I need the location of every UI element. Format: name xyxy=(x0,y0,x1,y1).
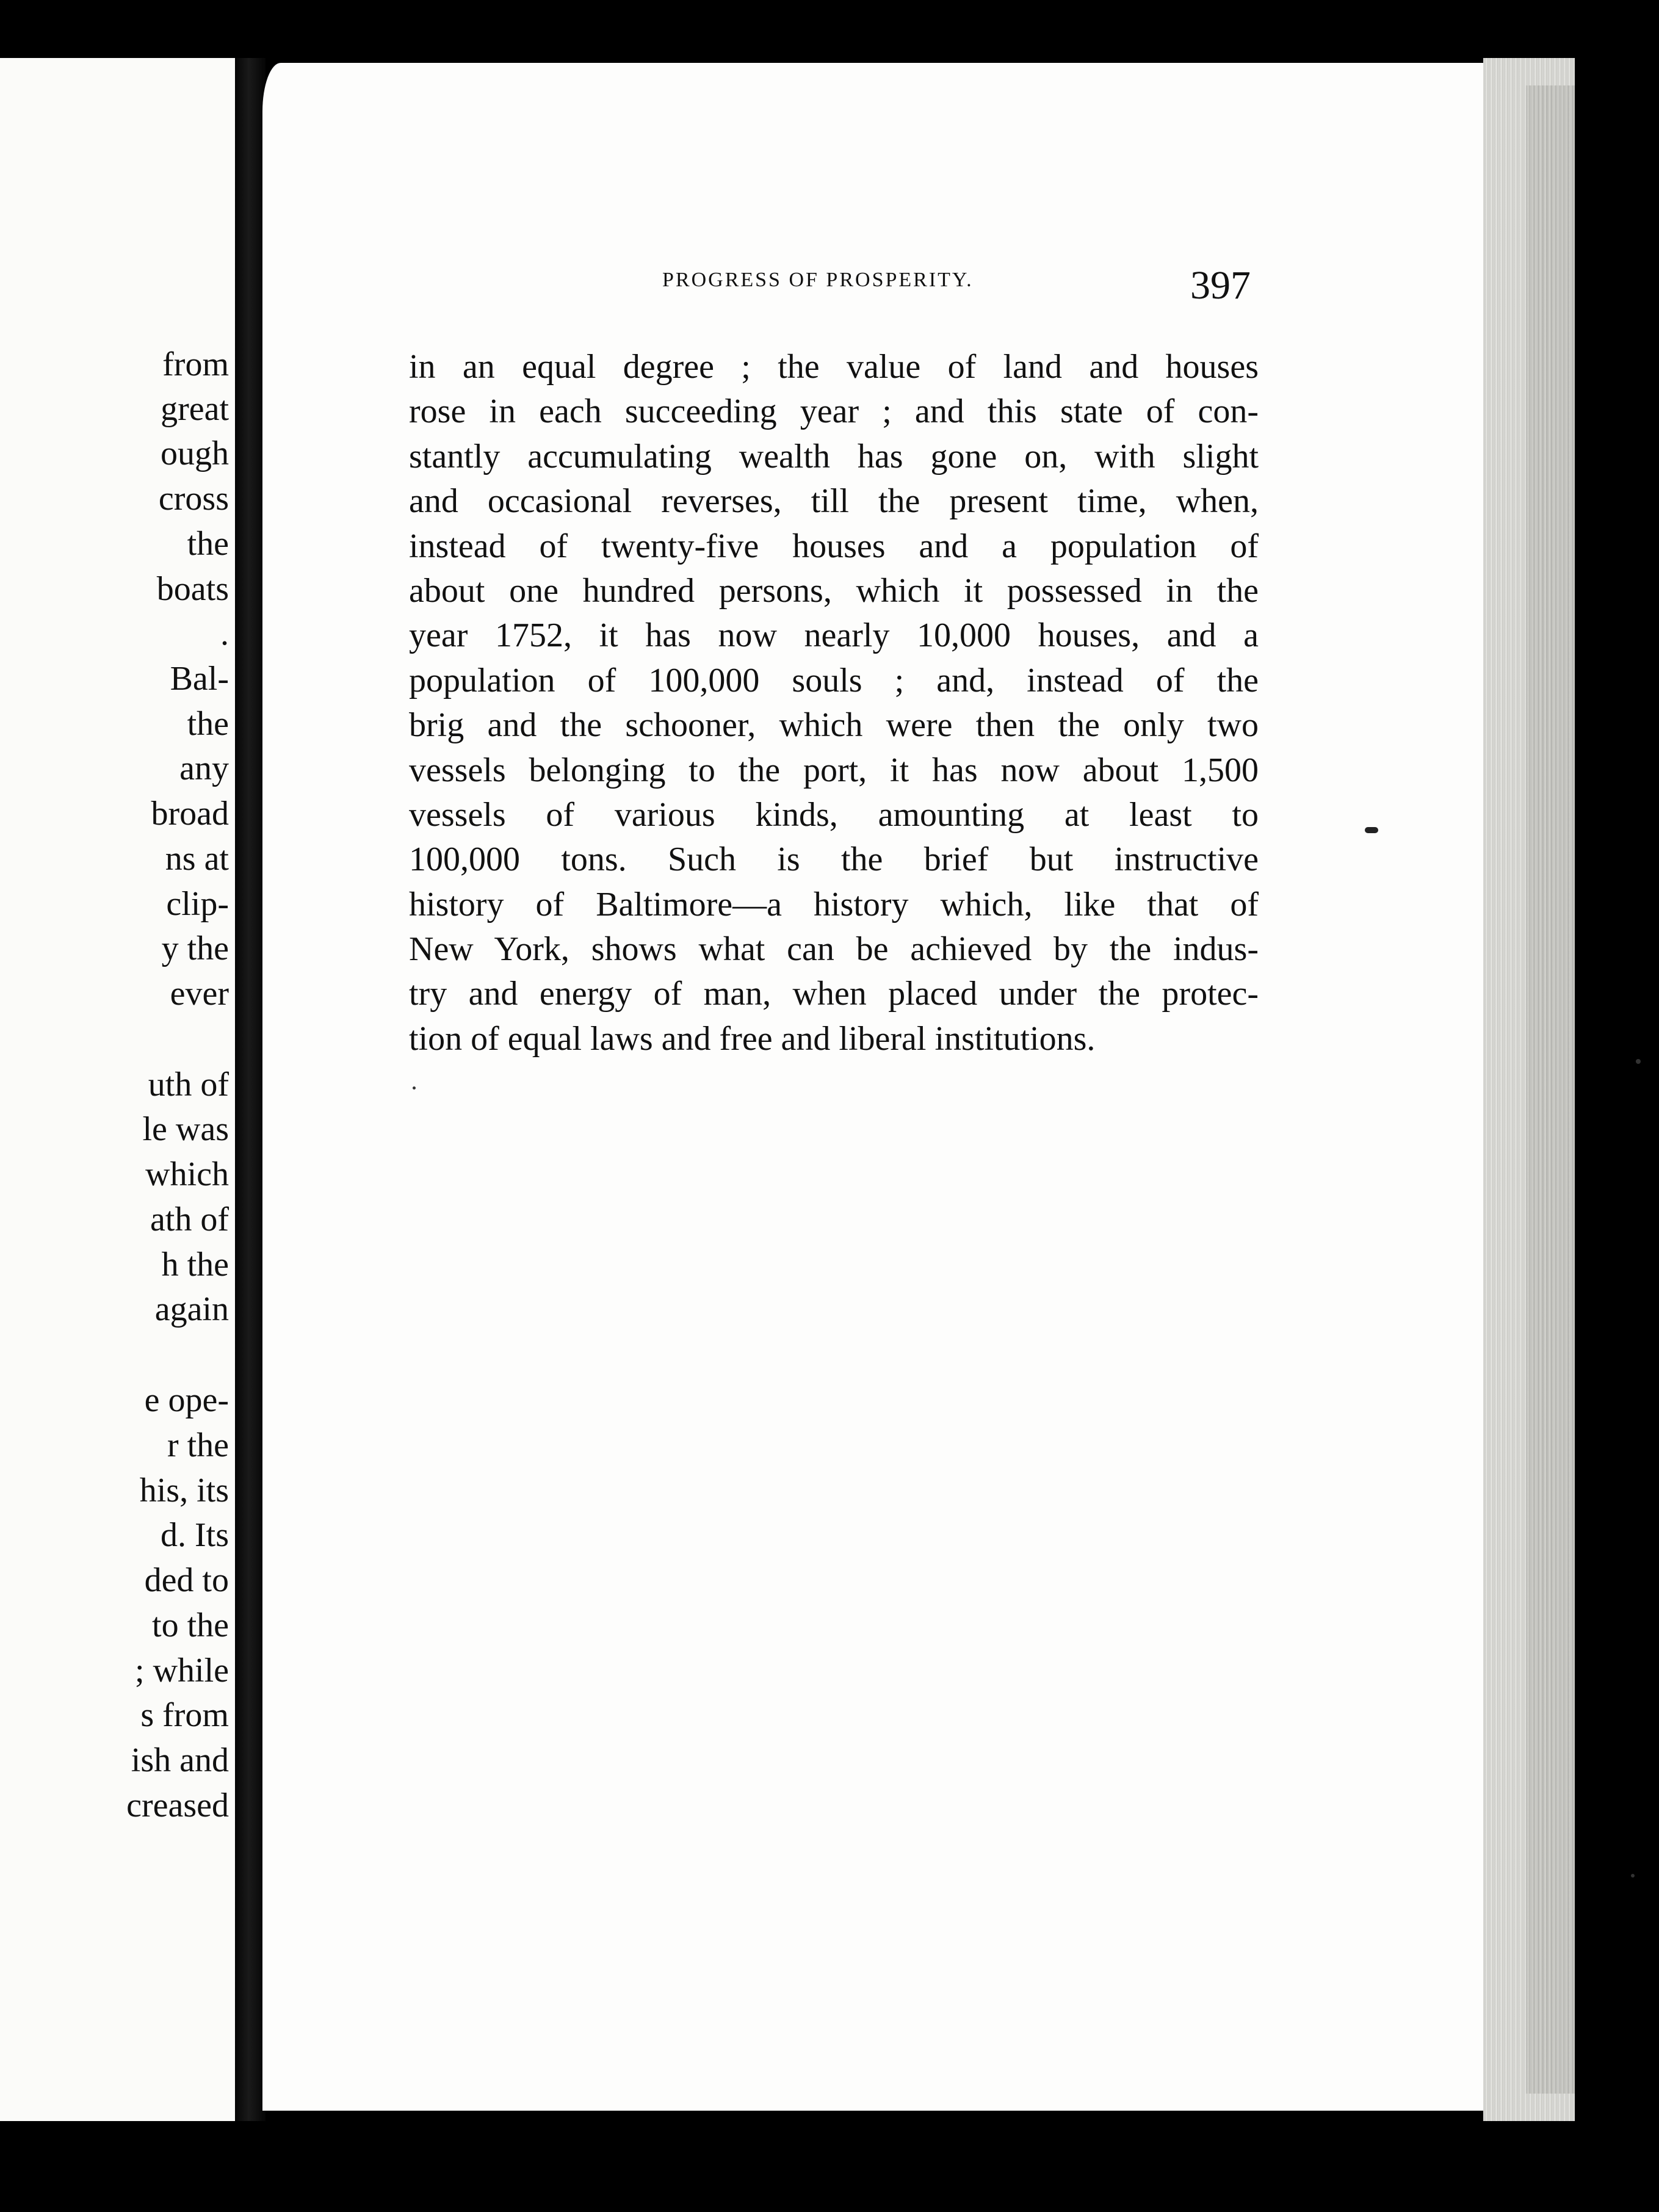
left-page-line: e ope- xyxy=(144,1381,229,1419)
left-page-line: r the xyxy=(167,1426,229,1464)
body-line: instead of twenty-five houses and a population of xyxy=(409,527,1259,565)
left-page-line: cross xyxy=(158,480,229,518)
body-line: population of 100,000 souls ; and, instead of the xyxy=(409,661,1259,699)
body-line: tion of equal laws and free and liberal institutions. xyxy=(409,1019,1096,1058)
body-line: vessels of various kinds, amounting at least to xyxy=(409,795,1259,834)
left-page-line: h the xyxy=(161,1246,229,1284)
left-page-line: the xyxy=(187,705,229,743)
left-page-line: ish and xyxy=(131,1741,229,1779)
body-line: and occasional reverses, till the present time, when, xyxy=(409,482,1259,521)
ink-speck xyxy=(1631,1874,1635,1878)
page-number: 397 xyxy=(1190,263,1251,308)
body-line: 100,000 tons. Such is the brief but instructive xyxy=(409,840,1259,879)
body-line: in an equal degree ; the value of land and houses xyxy=(409,348,1259,386)
body-line: try and energy of man, when placed under the protec- xyxy=(409,975,1259,1013)
left-page-line: clip- xyxy=(166,885,229,923)
ink-speck xyxy=(1636,1059,1641,1064)
left-page-line: great xyxy=(161,390,229,428)
book-gutter xyxy=(235,58,266,2121)
body-line: vessels belonging to the port, it has now about 1,500 xyxy=(409,751,1259,789)
left-page-line: broad xyxy=(151,795,229,833)
body-line: history of Baltimore—a history which, like that of xyxy=(409,885,1259,923)
left-page-line: s from xyxy=(140,1696,229,1734)
left-page-line: y the xyxy=(161,930,229,967)
left-page-line: his, its xyxy=(139,1472,229,1509)
left-page-line: creased xyxy=(126,1787,229,1824)
left-page-line: ough xyxy=(161,435,229,472)
body-line: stantly accumulating wealth has gone on, with slight xyxy=(409,437,1259,475)
left-page-line: d. Its xyxy=(161,1516,229,1554)
left-page-line: the xyxy=(187,525,229,563)
left-page-line: from xyxy=(162,345,229,383)
page-block-edge-shadow xyxy=(1526,85,1575,2094)
body-line: year 1752, it has now nearly 10,000 houses, and a xyxy=(409,616,1259,655)
body-text xyxy=(409,345,1259,1061)
left-page-line: uth of xyxy=(148,1066,229,1104)
ink-speck xyxy=(413,1086,416,1090)
left-page-line: which xyxy=(145,1155,229,1193)
left-page-line: ded to xyxy=(144,1561,229,1599)
left-page-line: ath of xyxy=(150,1201,229,1238)
left-page-line: to the xyxy=(152,1607,229,1644)
left-page-line: . xyxy=(220,615,229,652)
ink-mark xyxy=(1365,827,1378,833)
running-head: PROGRESS OF PROSPERITY. xyxy=(662,269,974,291)
left-page-line: Bal- xyxy=(170,660,229,698)
left-page-line: ; while xyxy=(135,1652,229,1690)
left-page-line: le was xyxy=(142,1110,229,1148)
body-line: rose in each succeeding year ; and this state of con- xyxy=(409,392,1259,431)
body-line: brig and the schooner, which were then the only two xyxy=(409,706,1259,745)
body-line: New York, shows what can be achieved by the indus- xyxy=(409,930,1259,969)
left-page-line: ns at xyxy=(165,840,229,878)
left-page-line: any xyxy=(179,750,229,787)
left-page-line: ever xyxy=(170,975,229,1013)
left-page-line: again xyxy=(154,1290,229,1328)
left-page xyxy=(0,58,248,2121)
body-line: about one hundred persons, which it possessed in the xyxy=(409,571,1259,610)
left-page-line: boats xyxy=(156,570,229,608)
